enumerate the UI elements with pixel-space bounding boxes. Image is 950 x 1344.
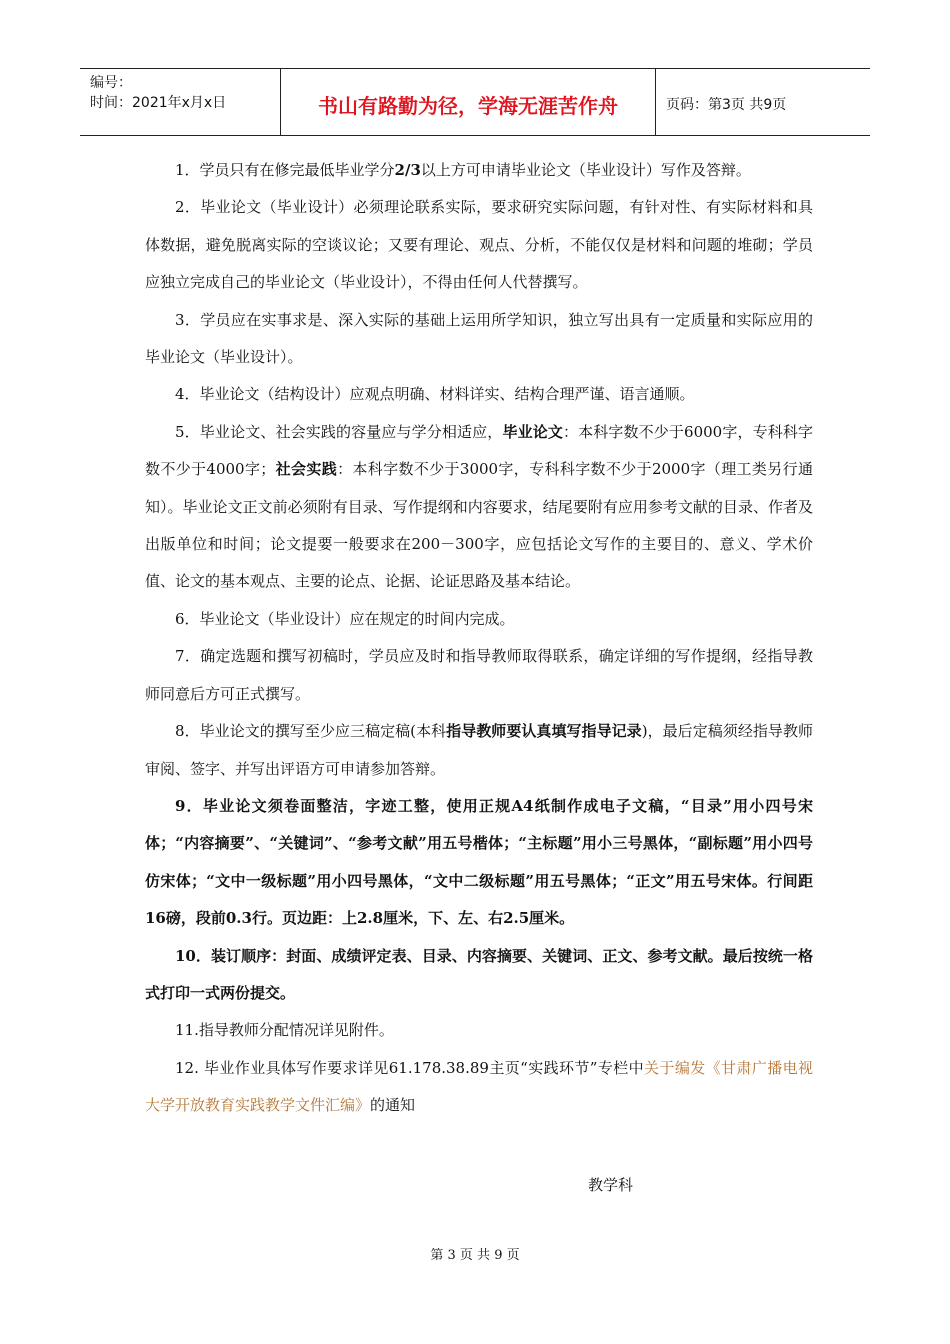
header-motto: 书山有路勤为径，学海无涯苦作舟 xyxy=(281,69,656,135)
paragraph-4: 4．毕业论文（结构设计）应观点明确、材料详实、结构合理严谨、语言通顺。 xyxy=(175,385,695,404)
time-label: 时间：2021年x月x日 xyxy=(90,95,227,111)
paragraph-8: 8．毕业论文的撰写至少应三稿定稿(本科指导教师要认真填写指导记录)，最后定稿须经指导教师审阅、签字、并写出评语方可申请参加答辩。 xyxy=(145,722,813,778)
paragraph-7: 7．确定选题和撰写初稿时，学员应及时和指导教师取得联系，确定详细的写作提纲，经指导教师同意后方可正式撰写。 xyxy=(145,647,813,703)
paragraph-3: 3．学员应在实事求是、深入实际的基础上运用所学知识，独立写出具有一定质量和实际应用的毕业论文（毕业设计）。 xyxy=(145,310,813,367)
paragraph-1: 1．学员只有在修完最低毕业学分2/3以上方可申请毕业论文（毕业设计）写作及答辩。 xyxy=(175,161,751,179)
paragraph-6: 6．毕业论文（毕业设计）应在规定的时间内完成。 xyxy=(175,609,515,628)
header-page-info: 页码：第3页 共9页 xyxy=(666,97,787,113)
header-meta xyxy=(80,69,281,135)
document-body xyxy=(145,152,813,1125)
paragraph-5: 5．毕业论文、社会实践的容量应与学分相适应，毕业论文：本科字数不少于6000字，专科科字数不少于4000字；社会实践：本科字数不少于3000字，专科科字数不少于2000字（理工类另行通知）。毕业论文正文前必须附有目录、写作提纲和内容要求，结尾要附有应用参考文献的目录、作者及出版单位和时间；论文提要一般要求在200－300字，应包括论文写作的主要目的、意义、学术价值、论文的基本观点、主要的论点、论据、论证思路及基本结论。 xyxy=(145,422,813,591)
page-header xyxy=(80,68,870,136)
paragraph-9: 9．毕业论文须卷面整洁，字迹工整，使用正规A4纸制作成电子文稿，“目录”用小四号宋体；“内容摘要”、“关键词”、“参考文献”用五号楷体；“主标题”用小三号黑体，“副标题”用小四号仿宋体；“文中一级标题”用小四号黑体，“文中二级标题”用五号黑体；“正文”用五号宋体。行间距16磅，段前0.3行。页边距：上2.8厘米，下、左、右2.5厘米。 xyxy=(145,796,813,928)
signoff-department: 教学科 xyxy=(588,1176,634,1194)
page-footer: 第 3 页 共 9 页 xyxy=(430,1248,520,1263)
serial-label: 编号： xyxy=(90,75,132,91)
paragraph-10: 10．装订顺序：封面、成绩评定表、目录、内容摘要、关键词、正文、参考文献。最后按统一格式打印一式两份提交。 xyxy=(145,946,813,1002)
paragraph-12: 12. 毕业作业具体写作要求详见61.178.38.89主页“实践环节”专栏中关于编发《甘肃广播电视大学开放教育实践教学文件汇编》的通知 xyxy=(145,1058,813,1115)
paragraph-2: 2．毕业论文（毕业设计）必须理论联系实际，要求研究实际问题，有针对性、有实际材料和具体数据，避免脱离实际的空谈议论；又要有理论、观点、分析，不能仅仅是材料和问题的堆砌；学员应独立完成自己的毕业论文（毕业设计），不得由任何人代替撰写。 xyxy=(145,198,813,292)
notice-link[interactable]: 关于编发《甘肃广播电视大学开放教育实践教学文件汇编》 xyxy=(145,1058,813,1115)
paragraph-11: 11.指导教师分配情况详见附件。 xyxy=(175,1021,394,1040)
